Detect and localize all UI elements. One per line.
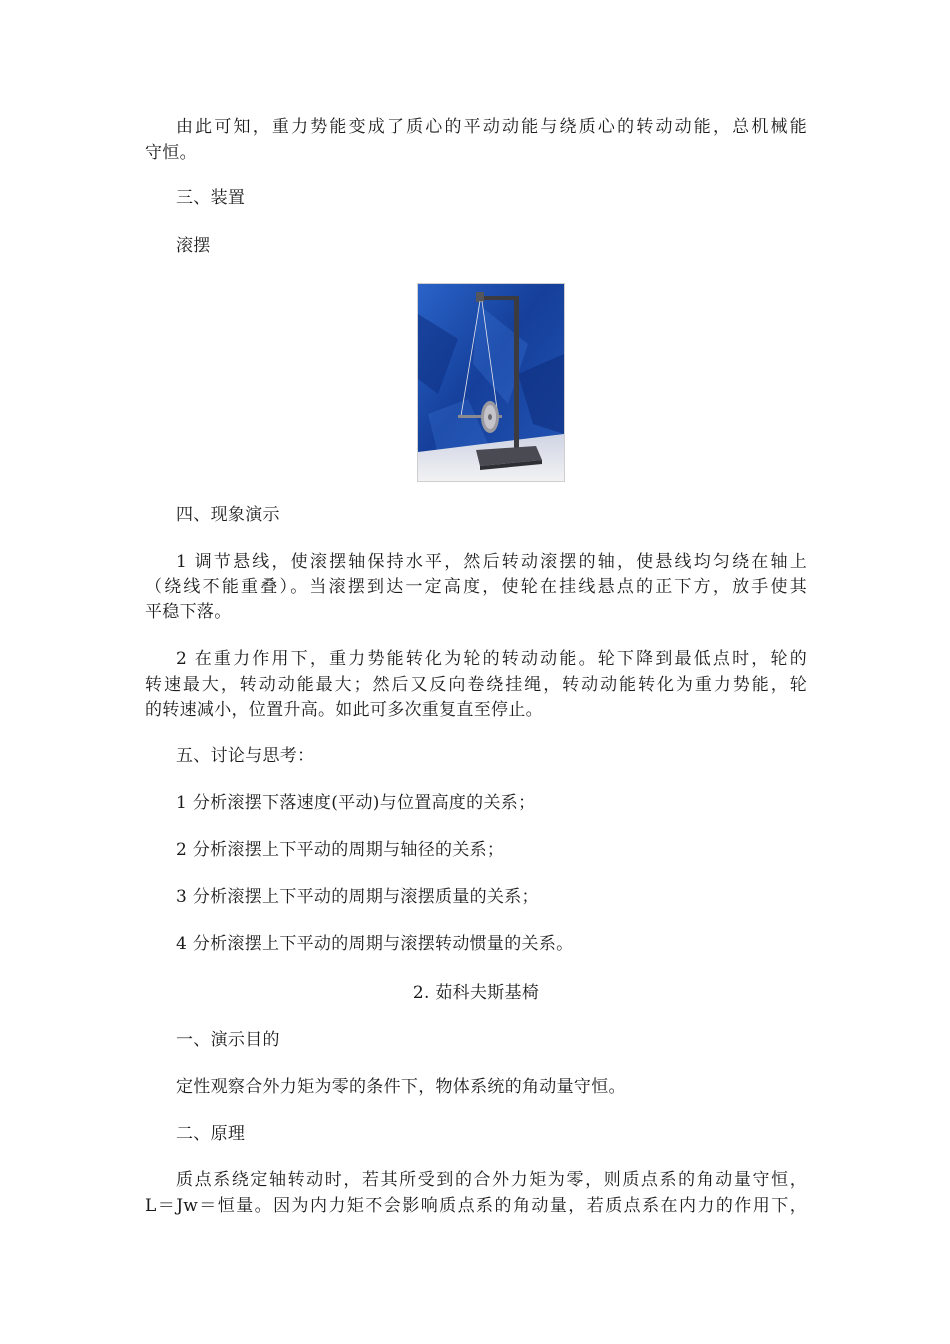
purpose-text: 定性观察合外力矩为零的条件下，物体系统的角动量守恒。 (176, 1077, 626, 1097)
demo-step-1-line-3: 平稳下落。 (145, 602, 232, 622)
heading-purpose: 一、演示目的 (176, 1030, 280, 1050)
demo-step-1-line-2: （绕线不能重叠）。当滚摆到达一定高度，使轮在挂线悬点的正下方，放手使其 (145, 577, 807, 597)
discussion-item-1: 1 分析滚摆下落速度(平动)与位置高度的关系； (176, 793, 536, 813)
demo-step-2-line-1: 2 在重力作用下，重力势能转化为轮的转动动能。轮下降到最低点时，轮的 (176, 649, 807, 669)
heading-principle: 二、原理 (176, 1124, 246, 1144)
heading-discussion: 五、讨论与思考： (176, 746, 315, 766)
discussion-item-3: 3 分析滚摆上下平动的周期与滚摆质量的关系； (176, 887, 539, 907)
conclusion-text-line-2: 守恒。 (145, 143, 197, 163)
heading-apparatus: 三、装置 (176, 188, 246, 208)
principle-text-line-1: 质点系绕定轴转动时，若其所受到的合外力矩为零，则质点系的角动量守恒， (176, 1170, 807, 1190)
rolling-pendulum-photo (417, 283, 565, 482)
demo-step-2-line-2: 转速最大，转动动能最大；然后又反向卷绕挂绳，转动动能转化为重力势能，轮 (145, 675, 807, 695)
discussion-item-4: 4 分析滚摆上下平动的周期与滚摆转动惯量的关系。 (176, 934, 574, 954)
heading-demo: 四、现象演示 (176, 505, 280, 525)
conclusion-text-line-1: 由此可知，重力势能变成了质心的平动动能与绕质心的转动动能，总机械能 (176, 117, 807, 137)
demo-step-2-line-3: 的转速减小，位置升高。如此可多次重复直至停止。 (145, 700, 543, 720)
demo-step-1-line-1: 1 调节悬线，使滚摆轴保持水平，然后转动滚摆的轴，使悬线均匀绕在轴上 (176, 552, 807, 572)
apparatus-name: 滚摆 (176, 236, 211, 256)
discussion-item-2: 2 分析滚摆上下平动的周期与轴径的关系； (176, 840, 505, 860)
section-2-title: 2. 茹科夫斯基椅 (412, 983, 540, 1003)
principle-text-line-2: L＝Jw＝恒量。因为内力矩不会影响质点系的角动量，若质点系在内力的作用下， (145, 1196, 807, 1216)
